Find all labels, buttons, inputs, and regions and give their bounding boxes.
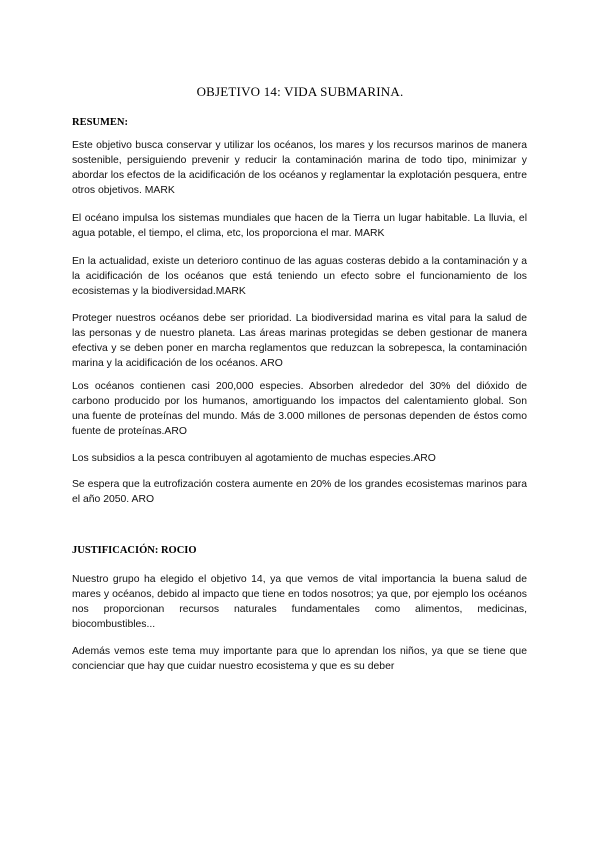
- paragraph: Además vemos este tema muy importante para que lo aprendan los niños, ya que se tiene que concienciar que hay que cuidar nuestro ecosistema y que es su deber: [72, 646, 527, 672]
- paragraph: Este objetivo busca conservar y utilizar los océanos, los mares y los recursos marinos de manera sostenible, persiguiendo prevenir y reducir la contaminación marina de todo tipo, minimizar y abordar los efectos de la acidificación de los océanos y reglamentar la explotación pesquera, entre otros objetivos. MARK: [72, 140, 527, 196]
- paragraph: En la actualidad, existe un deterioro continuo de las aguas costeras debido a la contaminación y a la acidificación de los océanos que está teniendo un efecto sobre el funcionamiento de los ecosistemas y la biodiversidad.MARK: [72, 256, 527, 297]
- document-title: OBJETIVO 14: VIDA SUBMARINA.: [196, 84, 404, 99]
- paragraph: Los subsidios a la pesca contribuyen al agotamiento de muchas especies.ARO: [72, 453, 436, 464]
- paragraph: Se espera que la eutrofización costera aumente en 20% de los grandes ecosistemas marinos para el año 2050. ARO: [72, 479, 527, 505]
- paragraph: El océano impulsa los sistemas mundiales que hacen de la Tierra un lugar habitable. La lluvia, el agua potable, el tiempo, el clima, etc, los proporciona el mar. MARK: [72, 213, 527, 239]
- paragraph: Los océanos contienen casi 200,000 especies. Absorben alrededor del 30% del dióxido de carbono producido por los humanos, amortiguando los impactos del calentamiento global. Son una fuente de proteínas del mundo. Más de 3.000 millones de personas dependen de éstos como fuente de proteínas.ARO: [72, 381, 527, 437]
- section-heading-justificacion: JUSTIFICACIÓN: ROCIO: [72, 545, 197, 556]
- paragraph: Nuestro grupo ha elegido el objetivo 14, ya que vemos de vital importancia la buena salud de mares y océanos, debido al impacto que tiene en todos nosotros; ya que, por ejemplo los océanos nos proporcionan recursos naturales fundamentales como alimentos, medicinas, biocombustibles...: [72, 574, 527, 630]
- section-heading-resumen: RESUMEN:: [72, 117, 129, 128]
- paragraph: Proteger nuestros océanos debe ser prioridad. La biodiversidad marina es vital para la salud de las personas y de nuestro planeta. Las áreas marinas protegidas se deben gestionar de manera efectiva y se deben poner en marcha reglamentos que reduzcan la sobrepesca, la contaminación marina y la acidificación de los océanos. ARO: [72, 313, 527, 369]
